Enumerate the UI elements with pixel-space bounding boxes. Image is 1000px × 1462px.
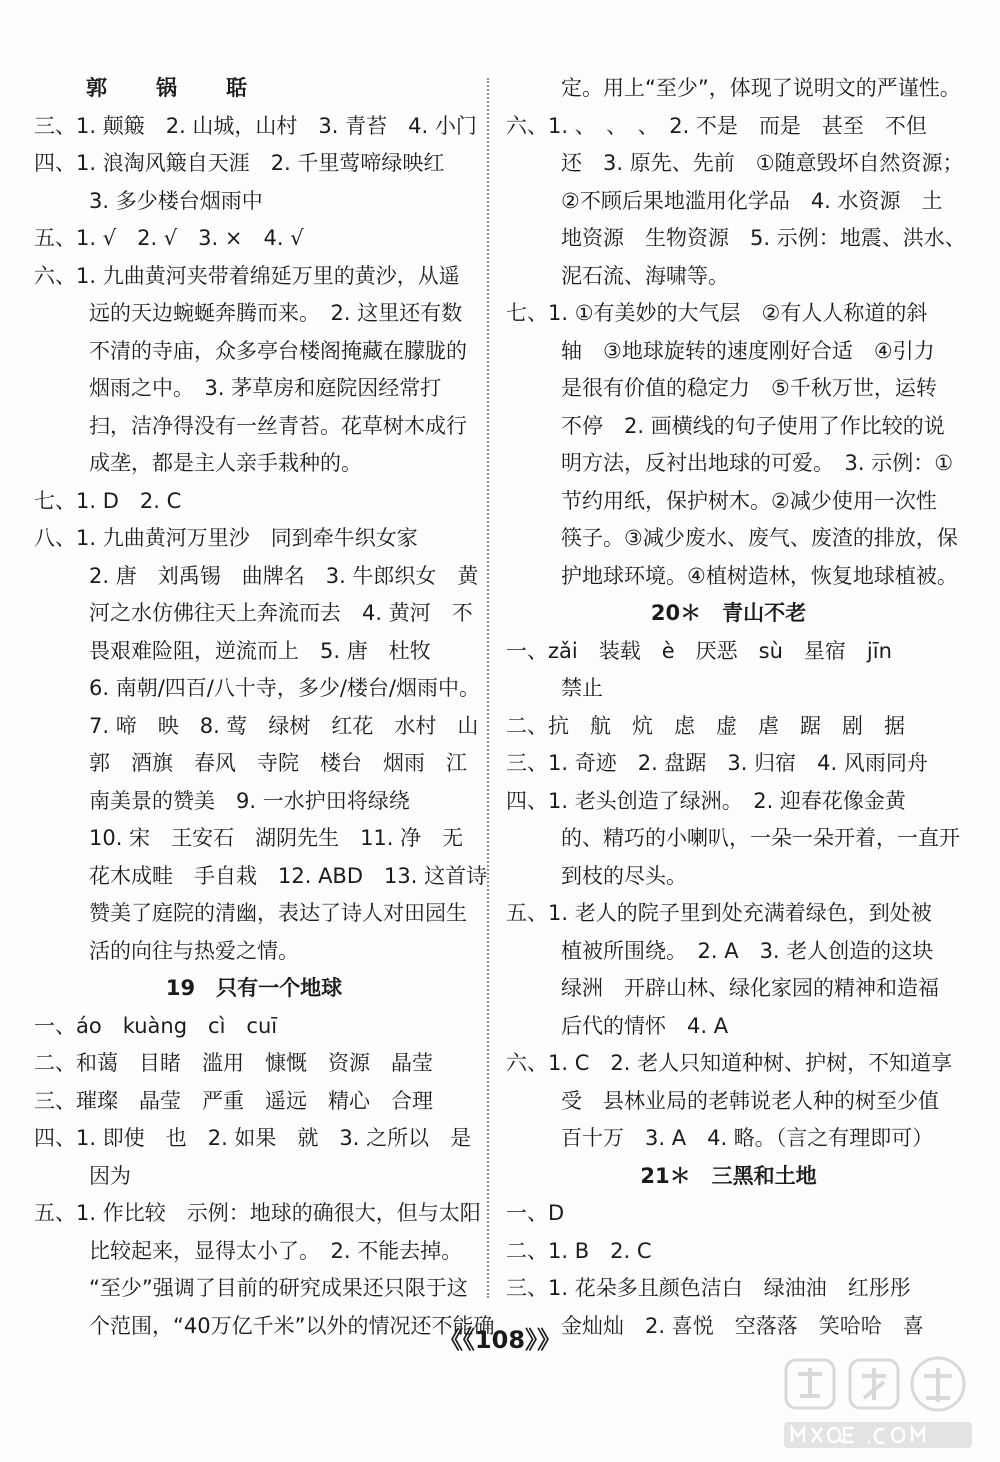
answer-line: 明方法，反衬出地球的可爱。 3. 示例：① — [561, 451, 954, 475]
section-title: 郭 锅 聒 — [86, 76, 261, 100]
answer-line: 泥石流、海啸等。 — [561, 263, 729, 288]
watermark-logo — [778, 1354, 978, 1454]
answer-line: 10. 宋 王安石 湖阴先生 11. 净 无 — [89, 826, 464, 850]
answer-line: 五、1. √ 2. √ 3. × 4. √ — [34, 226, 304, 250]
section-title: 21＊ 三黑和土地 — [640, 1163, 817, 1188]
answer-line: 六、1. 九曲黄河夹带着绵延万里的黄沙，从遥 — [34, 263, 460, 288]
answer-line: 的、精巧的小喇叭，一朵一朵开着，一直开 — [561, 826, 960, 850]
answer-line: 一、D — [506, 1201, 565, 1225]
answer-line: 定。用上“至少”，体现了说明文的严谨性。 — [561, 76, 961, 100]
answer-line: 三、璀璨 晶莹 严重 遥远 精心 合理 — [34, 1088, 433, 1113]
answer-line: 筷子。③减少废水、废气、废渣的排放，保 — [561, 526, 958, 550]
answer-line: 植被所围绕。 2. A 3. 老人创造的这块 — [561, 938, 934, 963]
answer-line: 七、1. ①有美妙的大气层 ②有人人称道的斜 — [506, 301, 928, 325]
answer-line: 3. 多少楼台烟雨中 — [89, 188, 263, 213]
answer-line: 不停 2. 画横线的句子使用了作比较的说 — [561, 413, 945, 438]
answer-line: 河之水仿佛往天上奔流而去 4. 黄河 不 — [89, 601, 473, 625]
answer-line: 二、抗 航 炕 虑 虚 虐 踞 剧 据 — [506, 713, 905, 738]
answer-line: 八、1. 九曲黄河万里沙 同到牵牛织女家 — [34, 526, 418, 550]
answer-line: “至少”强调了目前的研究成果还只限于这 — [89, 1276, 468, 1300]
answer-line: ②不顾后果地滥用化学品 4. 水资源 土 — [561, 188, 943, 213]
page-number: 《《108》》 — [438, 1326, 562, 1354]
answer-line: 三、1. 颠簸 2. 山城，山村 3. 青苔 4. 小门 — [34, 113, 477, 138]
answer-line: 六、1. C 2. 老人只知道种树、护树，不知道享 — [506, 1051, 953, 1075]
answer-line: 七、1. D 2. C — [34, 488, 182, 513]
answer-line: 百十万 3. A 4. 略。（言之有理即可） — [561, 1126, 934, 1150]
answer-line: 禁止 — [561, 676, 603, 700]
right-column — [506, 70, 966, 1345]
answer-line: 五、1. 老人的院子里到处充满着绿色，到处被 — [506, 901, 932, 925]
answer-line: 活的向往与热爱之情。 — [89, 938, 299, 963]
answer-line: 节约用纸，保护树木。②减少使用一次性 — [561, 488, 937, 513]
answer-line: 一、áo kuàng cì cuī — [34, 1013, 278, 1038]
section-title: 19 只有一个地球 — [165, 976, 343, 1000]
answer-line: 六、1. 、 、 、 2. 不是 而是 甚至 不但 — [506, 113, 927, 138]
answer-line: 因为 — [89, 1163, 131, 1188]
answer-line: 三、1. 奇迹 2. 盘踞 3. 归宿 4. 风雨同舟 — [506, 751, 928, 775]
answer-line: 轴 ③地球旋转的速度刚好合适 ④引力 — [561, 338, 935, 363]
answer-line: 地资源 生物资源 5. 示例：地震、洪水、 — [561, 226, 966, 250]
answer-line: 2. 唐 刘禹锡 曲牌名 3. 牛郎织女 黄 — [89, 563, 479, 588]
answer-line: 南美景的赞美 9. 一水护田将绿绕 — [89, 788, 410, 813]
answer-line: 成垄，都是主人亲手栽种的。 — [89, 451, 362, 475]
answer-line: 烟雨之中。 3. 茅草房和庭院因经常打 — [89, 376, 442, 400]
column-divider — [487, 78, 489, 1298]
answer-line: 7. 啼 映 8. 莺 绿树 红花 水村 山 — [89, 713, 479, 738]
answer-line: 四、1. 即使 也 2. 如果 就 3. 之所以 是 — [34, 1126, 472, 1150]
answer-line: 是很有价值的稳定力 ⑤千秋万世，运转 — [561, 376, 937, 400]
answer-line: 五、1. 作比较 示例：地球的确很大，但与太阳 — [34, 1201, 481, 1225]
answer-line: 护地球环境。④植树造林，恢复地球植被。 — [561, 563, 958, 588]
answer-line: 一、zǎi 装载 è 厌恶 sù 星宿 jīn — [506, 638, 892, 663]
answer-line: 四、1. 浪淘风簸自天涯 2. 千里莺啼绿映红 — [34, 151, 445, 175]
answer-line: 三、1. 花朵多且颜色洁白 绿油油 红彤彤 — [506, 1276, 911, 1300]
answer-line: 不清的寺庙，众多亭台楼阁掩藏在朦胧的 — [89, 338, 467, 363]
answer-line: 扫，洁净得没有一丝青苔。花草树木成行 — [89, 413, 467, 438]
answer-line: 畏艰难险阻，逆流而上 5. 唐 杜牧 — [89, 638, 431, 663]
section-title: 20＊ 青山不老 — [650, 601, 807, 625]
answer-line: 个范围，“40万亿千米”以外的情况还不能确 — [89, 1313, 495, 1338]
answer-line: 绿洲 开辟山林、绿化家园的精神和造福 — [561, 976, 939, 1000]
answer-line: 还 3. 原先、先前 ①随意毁坏自然资源； — [561, 151, 964, 175]
answer-line: 郭 酒旗 春风 寺院 楼台 烟雨 江 — [89, 751, 467, 775]
left-column — [34, 70, 495, 1345]
answer-line: 受 县林业局的老韩说老人种的树至少值 — [561, 1088, 939, 1113]
answer-line: 二、和蔼 目睹 滥用 慷慨 资源 晶莹 — [34, 1051, 433, 1075]
answer-line: 远的天边蜿蜒奔腾而来。 2. 这里还有数 — [89, 301, 463, 325]
answer-line: 比较起来，显得太小了。 2. 不能去掉。 — [89, 1238, 463, 1263]
answer-line: 赞美了庭院的清幽，表达了诗人对田园生 — [89, 901, 467, 925]
answer-line: 6. 南朝/四百/八十寺，多少/楼台/烟雨中。 — [89, 676, 481, 700]
answer-line: 后代的情怀 4. A — [561, 1013, 729, 1038]
answer-line: 花木成畦 手自栽 12. ABD 13. 这首诗 — [89, 863, 488, 888]
answer-line: 金灿灿 2. 喜悦 空落落 笑哈哈 喜 — [561, 1313, 924, 1338]
answer-line: 二、1. B 2. C — [506, 1238, 652, 1263]
answer-line: 到枝的尽头。 — [561, 863, 687, 888]
answer-line: 四、1. 老头创造了绿洲。 2. 迎春花像金黄 — [506, 788, 906, 813]
